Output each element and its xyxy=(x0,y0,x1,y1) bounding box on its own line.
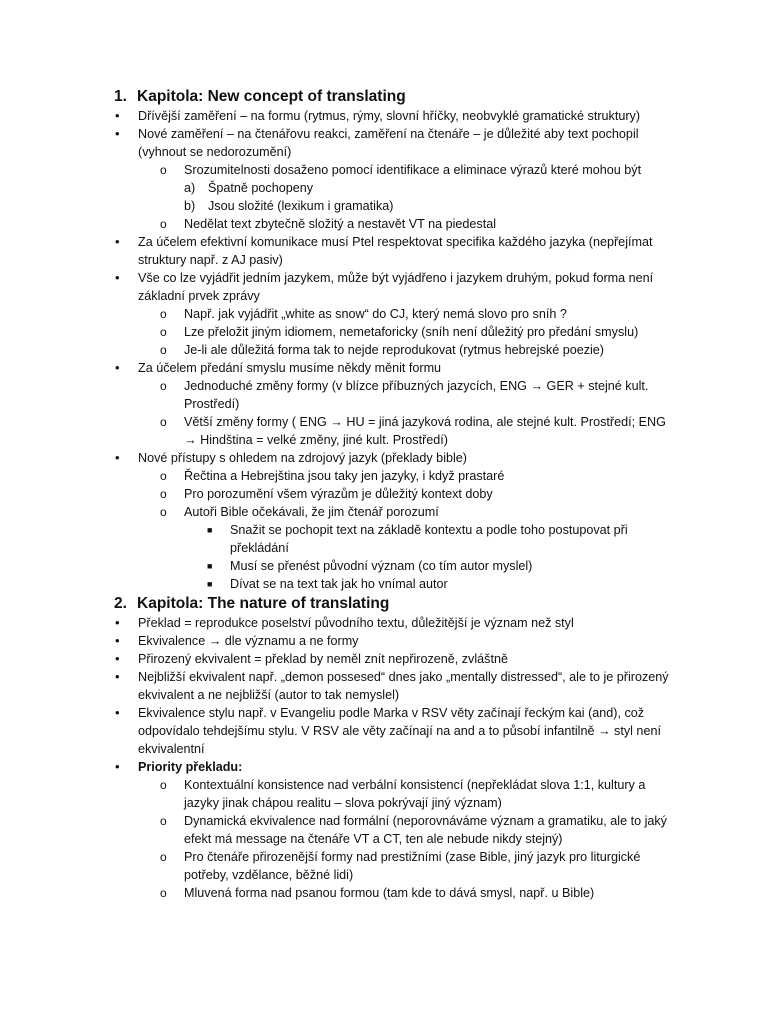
chapter-1-number: 1. xyxy=(114,88,127,105)
chapter-2-heading xyxy=(114,594,389,614)
list-marker: o xyxy=(160,814,167,828)
list-item xyxy=(0,632,768,650)
list-item-text: Pro porozumění všem výrazům je důležitý kontext doby xyxy=(184,487,493,501)
list-item-text: Dívat se na text tak jak ho vnímal autor xyxy=(230,577,448,591)
list-item xyxy=(0,485,768,503)
list-marker: ■ xyxy=(207,561,213,571)
list-marker: b) xyxy=(184,199,196,213)
list-item-text: Nové zaměření – na čtenářovu reakci, zaměření na čtenáře – je důležité aby text pochopil (vyhnout se nedorozumění) xyxy=(138,127,639,159)
chapter-2-list xyxy=(0,614,768,902)
list-item xyxy=(0,305,768,323)
chapter-1-heading xyxy=(114,87,406,107)
chapter-1-list xyxy=(0,107,768,593)
list-item-text: Nedělat text zbytečně složitý a nestavět VT na piedestal xyxy=(184,217,496,231)
chapter-2-number: 2. xyxy=(114,595,127,612)
list-marker: • xyxy=(115,126,120,141)
list-marker: o xyxy=(160,778,167,792)
list-item xyxy=(0,125,768,161)
list-item-text: Jednoduché změny formy (v blízce příbuzných jazycích, ENG → GER + stejné kult. Prostředí) xyxy=(184,379,649,411)
list-marker: • xyxy=(115,234,120,249)
list-marker: • xyxy=(115,705,120,720)
list-marker: o xyxy=(160,325,167,339)
list-marker: • xyxy=(115,633,120,648)
list-marker: o xyxy=(160,343,167,357)
list-marker: o xyxy=(160,307,167,321)
list-item xyxy=(0,776,768,812)
list-item xyxy=(0,758,768,776)
chapter-2-title: Kapitola: The nature of translating xyxy=(137,595,390,612)
list-item-text: Ekvivalence → dle významu a ne formy xyxy=(138,634,359,648)
list-item-text: Autoři Bible očekávali, že jim čtenář porozumí xyxy=(184,505,439,519)
list-item-text: Jsou složité (lexikum i gramatika) xyxy=(208,199,394,213)
list-item-text: Ekvivalence stylu např. v Evangeliu podle Marka v RSV věty začínají řeckým kai (and), což odpovídalo tehdejšímu stylu. V RSV ale věty začínají na and a to působí infantilně → styl není ekvivalentní xyxy=(138,706,661,756)
list-item-text: Mluvená forma nad psanou formou (tam kde to dává smysl, např. u Bible) xyxy=(184,886,595,900)
list-item-text: Vše co lze vyjádřit jedním jazykem, může být vyjádřeno i jazykem druhým, pokud forma není základní prvek zprávy xyxy=(138,271,654,303)
list-marker: a) xyxy=(184,181,196,195)
list-item-text: Nové přístupy s ohledem na zdrojový jazyk (překlady bible) xyxy=(138,451,467,465)
list-item-text: Překlad = reprodukce poselství původního textu, důležitější je význam než styl xyxy=(138,616,574,630)
list-item xyxy=(0,884,768,902)
list-item-text: Je-li ale důležitá forma tak to nejde reprodukovat (rytmus hebrejské poezie) xyxy=(184,343,604,357)
list-item-text: Srozumitelnosti dosaženo pomocí identifikace a eliminace výrazů které mohou být xyxy=(184,163,642,177)
list-item xyxy=(0,449,768,467)
list-item xyxy=(0,521,768,557)
list-item-text: Za účelem předání smyslu musíme někdy měnit formu xyxy=(138,361,442,375)
list-item-text: Např. jak vyjádřit „white as snow“ do CJ, který nemá slovo pro sníh ? xyxy=(184,307,567,321)
list-item-text: Lze přeložit jiným idiomem, nemetaforicky (sníh není důležitý pro předání smyslu) xyxy=(184,325,639,339)
list-item xyxy=(0,812,768,848)
list-marker: • xyxy=(115,270,120,285)
list-item-text: Kontextuální konsistence nad verbální konsistencí (nepřekládat slova 1:1, kultury a jazyky jinak chápou realitu – slova pokrývají jiný význam) xyxy=(184,778,646,810)
list-item xyxy=(0,650,768,668)
list-item-text: Větší změny formy ( ENG → HU = jiná jazyková rodina, ale stejné kult. Prostředí; ENG → Hindština = velké změny, jiné kult. Prostředí) xyxy=(184,415,666,447)
list-item xyxy=(0,197,768,215)
list-item xyxy=(0,848,768,884)
list-marker: ■ xyxy=(207,579,213,589)
list-item-text: Za účelem efektivní komunikace musí Ptel respektovat specifika každého jazyka (nepřejímat struktury např. z AJ pasiv) xyxy=(138,235,653,267)
list-marker: o xyxy=(160,487,167,501)
list-marker: o xyxy=(160,505,167,519)
list-item xyxy=(0,215,768,233)
list-marker: o xyxy=(160,469,167,483)
list-marker: • xyxy=(115,759,120,774)
list-item xyxy=(0,413,768,449)
list-item-text: Priority překladu: xyxy=(138,760,243,774)
list-marker: • xyxy=(115,108,120,123)
list-item-text: Nejbližší ekvivalent např. „demon possesed“ dnes jako „mentally distressed“, ale to je přirozený ekvivalent a ne nejbližší (autor to tak nemyslel) xyxy=(138,670,669,702)
list-item xyxy=(0,668,768,704)
list-marker: • xyxy=(115,669,120,684)
list-item xyxy=(0,575,768,593)
list-item-text: Pro čtenáře přirozenější formy nad prestižními (zase Bible, jiný jazyk pro liturgické potřeby, vzdělance, běžné lidi) xyxy=(184,850,641,882)
list-item-text: Přirozený ekvivalent = překlad by neměl znít nepřirozeně, zvláštně xyxy=(138,652,508,666)
list-marker: o xyxy=(160,886,167,900)
list-marker: o xyxy=(160,217,167,231)
list-item xyxy=(0,323,768,341)
list-item-text: Dřívější zaměření – na formu (rytmus, rýmy, slovní hříčky, neobvyklé gramatické struktury) xyxy=(138,109,641,123)
list-item-text: Snažit se pochopit text na základě kontextu a podle toho postupovat při překládání xyxy=(230,523,628,555)
list-item xyxy=(0,341,768,359)
list-item xyxy=(0,161,768,179)
list-item xyxy=(0,269,768,305)
list-item xyxy=(0,704,768,758)
list-item xyxy=(0,359,768,377)
list-marker: o xyxy=(160,850,167,864)
list-marker: o xyxy=(160,379,167,393)
list-marker: o xyxy=(160,415,167,429)
list-item-text: Dynamická ekvivalence nad formální (neporovnáváme význam a gramatiku, ale to jaký efekt má message na čtenáře VT a CT, ten ale nebude nikdy stejný) xyxy=(184,814,667,846)
list-item-text: Řečtina a Hebrejština jsou taky jen jazyky, i když prastaré xyxy=(184,469,505,483)
list-marker: • xyxy=(115,651,120,666)
chapter-1-title: Kapitola: New concept of translating xyxy=(137,88,406,105)
list-item xyxy=(0,377,768,413)
list-marker: • xyxy=(115,450,120,465)
list-item xyxy=(0,467,768,485)
list-item xyxy=(0,107,768,125)
list-item xyxy=(0,503,768,521)
list-item xyxy=(0,557,768,575)
list-marker: o xyxy=(160,163,167,177)
list-item xyxy=(0,614,768,632)
list-item xyxy=(0,179,768,197)
list-item-text: Musí se přenést původní význam (co tím autor myslel) xyxy=(230,559,533,573)
list-item xyxy=(0,233,768,269)
list-marker: ■ xyxy=(207,525,213,535)
list-item-text: Špatně pochopeny xyxy=(208,181,314,195)
list-marker: • xyxy=(115,360,120,375)
list-marker: • xyxy=(115,615,120,630)
